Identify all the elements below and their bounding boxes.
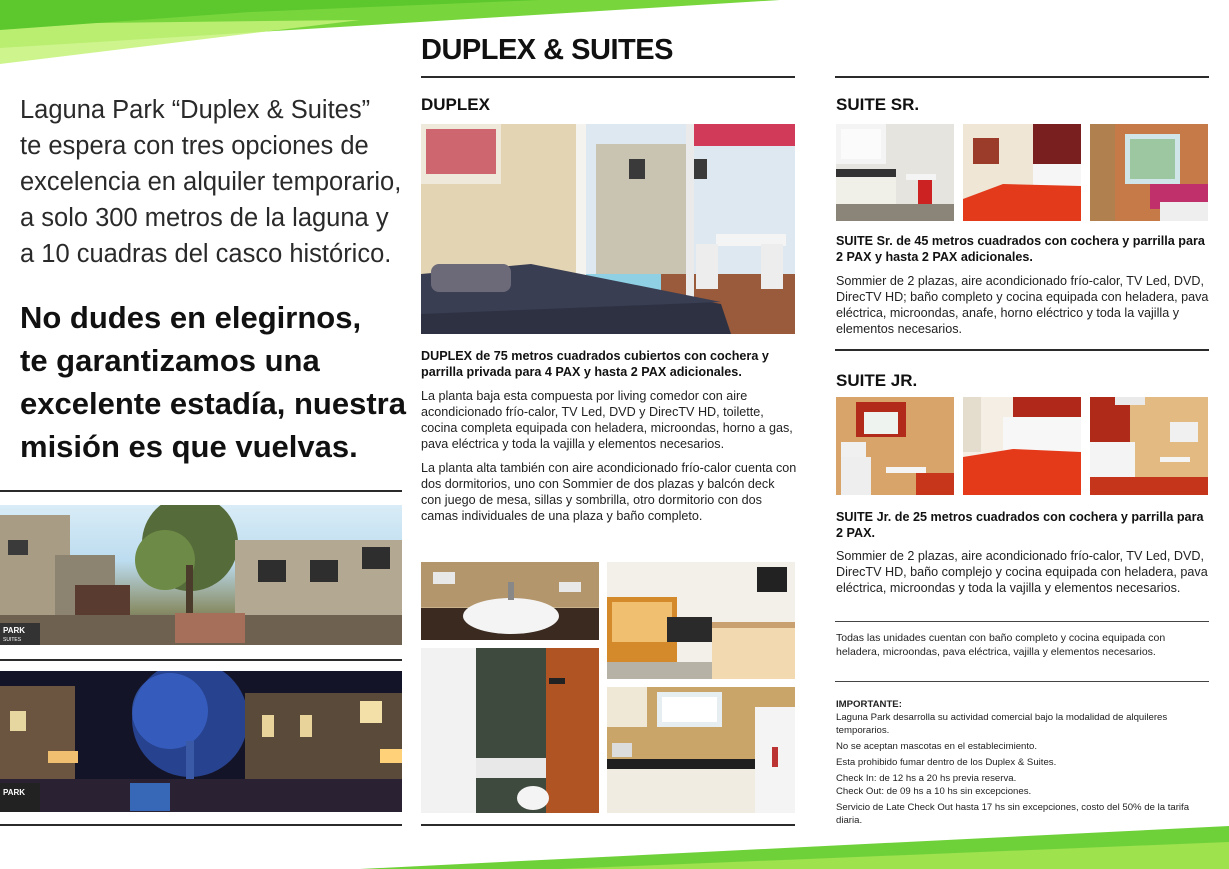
important-item: Check In: de 12 hs a 20 hs previa reserva. bbox=[836, 773, 1017, 784]
duplex-paragraph: La planta alta también con aire acondicionado frío-calor cuenta con dos dormitorios, uno con Sommier de dos plazas y balcón deck con juego de mesa, sillas y sombrilla, otro dormitorio con dos camas individuales de una plaza y baño completo. bbox=[421, 461, 797, 523]
bathroom-sink-photo bbox=[421, 562, 599, 640]
duplex-headline: DUPLEX de 75 metros cuadrados cubiertos con cochera y parrilla privada para 4 PAX y hasta 2 PAX adicionales. bbox=[421, 349, 769, 379]
suite-jr-body: Sommier de 2 plazas, aire acondicionado frío-calor, TV Led, DVD, DirecTV HD, baño complejo y cocina equipada con heladera, pava eléctrica, microondas y toda la vajilla y elementos necesarios. bbox=[836, 549, 1208, 595]
divider bbox=[835, 681, 1209, 682]
divider bbox=[421, 76, 795, 78]
intro-line: excelencia en alquiler temporario, bbox=[20, 168, 402, 196]
page-title: DUPLEX & SUITES bbox=[421, 34, 673, 66]
suite-jr-bedroom-photo bbox=[963, 397, 1081, 495]
divider bbox=[835, 621, 1209, 622]
divider bbox=[421, 824, 795, 826]
suite-sr-body: Sommier de 2 plazas, aire acondicionado frío-calor, TV Led, DVD, DirecTV HD; baño completo y cocina equipada con heladera, pava eléctrica, microondas, anafe, horno eléctrico y toda la vajilla y elementos necesarios. bbox=[836, 274, 1209, 336]
suites-logo-text: SUITES bbox=[3, 637, 22, 643]
divider bbox=[835, 76, 1209, 78]
slogan-text bbox=[20, 296, 406, 468]
bathroom-shower-photo bbox=[421, 648, 599, 813]
divider bbox=[0, 659, 402, 661]
important-item: Check Out: de 09 hs a 10 hs sin excepciones. bbox=[836, 786, 1032, 797]
suite-sr-kitchen-photo bbox=[836, 124, 954, 221]
suite-sr-headline: SUITE Sr. de 45 metros cuadrados con cochera y parrilla para 2 PAX y hasta 2 PAX adicionales. bbox=[836, 234, 1205, 264]
suite-sr-window-photo bbox=[1090, 124, 1208, 221]
suite-jr-headline: SUITE Jr. de 25 metros cuadrados con cochera y parrilla para 2 PAX. bbox=[836, 510, 1204, 540]
slogan-line: te garantizamos una bbox=[20, 343, 320, 378]
important-item: Esta prohibido fumar dentro de los Duplex & Suites. bbox=[836, 757, 1057, 768]
important-title: IMPORTANTE: bbox=[836, 699, 902, 710]
important-item: No se aceptan mascotas en el establecimiento. bbox=[836, 741, 1038, 752]
park-logo-text: PARK bbox=[3, 626, 26, 635]
suite-jr-room-photo bbox=[1090, 397, 1208, 495]
living-room-photo bbox=[607, 562, 795, 679]
intro-text bbox=[20, 92, 402, 272]
duplex-title: DUPLEX bbox=[421, 95, 490, 114]
important-item: Laguna Park desarrolla su actividad comercial bajo la modalidad de alquileres temporarios. bbox=[836, 712, 1168, 736]
duplex-paragraph: La planta baja esta compuesta por living comedor con aire acondicionado frío-calor, TV Led, DVD y DirecTV HD, toilette, cocina completa equipada con heladera, microondas, horno a gas, pava eléctrica y toda la vajilla y elementos necesarios. bbox=[421, 389, 793, 451]
suite-sr-title: SUITE SR. bbox=[836, 95, 920, 114]
duplex-bedroom-photo bbox=[421, 124, 795, 334]
suite-jr-kitchen-photo bbox=[836, 397, 954, 495]
divider bbox=[0, 824, 402, 826]
intro-line: te espera con tres opciones de bbox=[20, 132, 369, 160]
exterior-day-photo bbox=[0, 505, 402, 645]
important-item: Servicio de Late Check Out hasta 17 hs sin excepciones, costo del 50% de la tarifa diaria. bbox=[836, 802, 1190, 826]
slogan-line: excelente estadía, nuestra bbox=[20, 386, 406, 421]
intro-line: a 10 cuadras del casco histórico. bbox=[20, 240, 392, 268]
all-units-note: Todas las unidades cuentan con baño completo y cocina equipada con heladera, microondas, pava eléctrica, vajilla y elementos necesarios. bbox=[836, 632, 1166, 658]
kitchen-photo bbox=[607, 687, 795, 813]
intro-line: Laguna Park “Duplex & Suites” bbox=[20, 96, 371, 124]
slogan-line: misión es que vuelvas. bbox=[20, 429, 358, 464]
divider bbox=[835, 349, 1209, 351]
suite-jr-title: SUITE JR. bbox=[836, 371, 918, 390]
exterior-night-photo bbox=[0, 671, 402, 812]
intro-line: a solo 300 metros de la laguna y bbox=[20, 204, 389, 232]
park-logo-text: PARK bbox=[3, 788, 26, 797]
divider bbox=[0, 490, 402, 492]
slogan-line: No dudes en elegirnos, bbox=[20, 300, 362, 335]
bottom-green-swoosh bbox=[0, 820, 1229, 869]
suite-sr-bedroom-photo bbox=[963, 124, 1081, 221]
